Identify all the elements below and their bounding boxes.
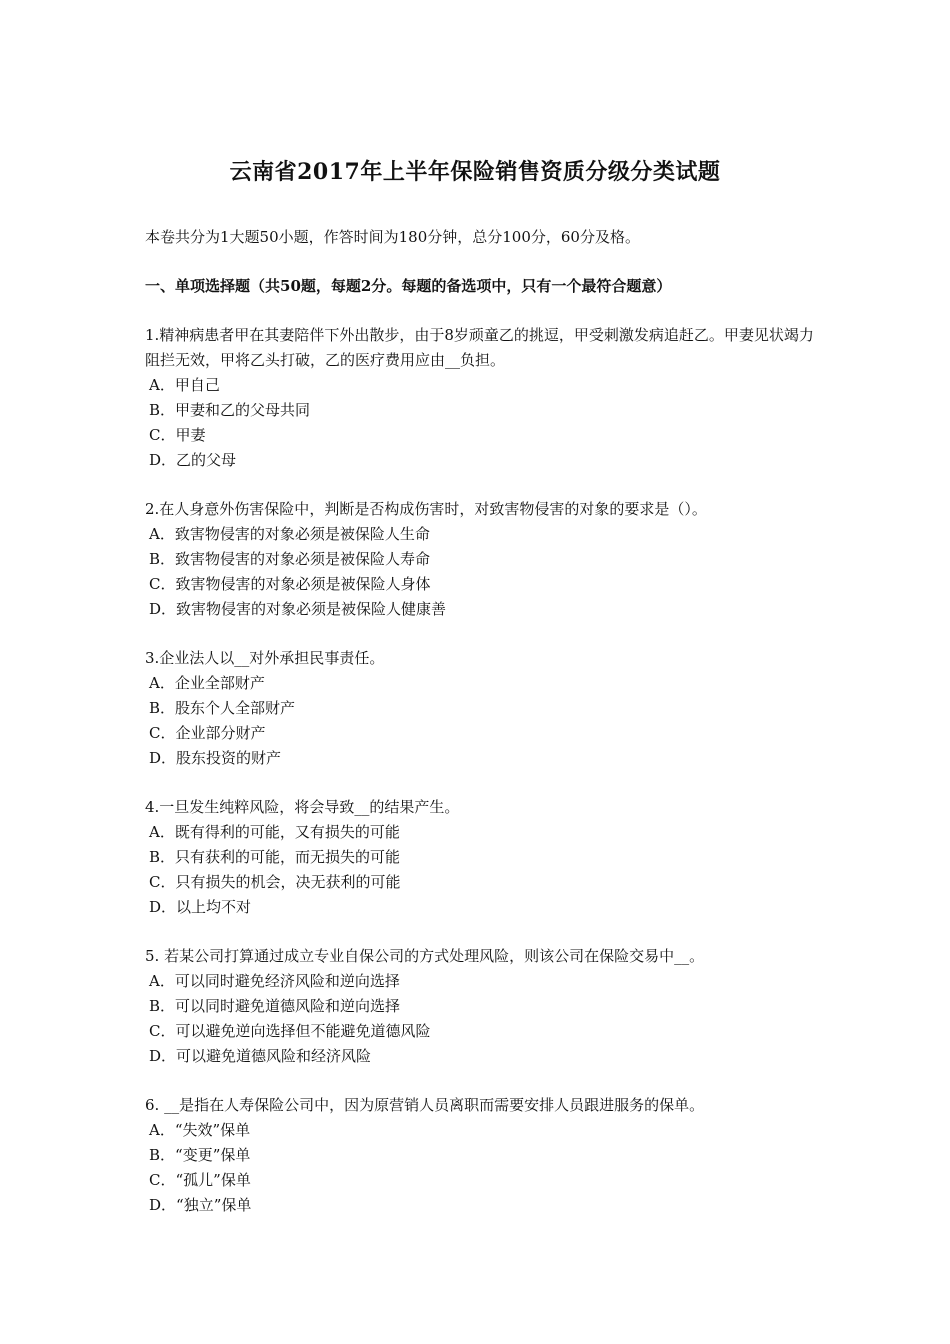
option-d: D．乙的父母 [149, 451, 237, 469]
option-c: C．甲妻 [149, 426, 206, 444]
option-a: A．既有得利的可能，又有损失的可能 [149, 823, 400, 841]
question-4 [145, 795, 825, 920]
question-5 [145, 944, 825, 1069]
option-b: B．甲妻和乙的父母共同 [149, 401, 311, 419]
option-c: C．致害物侵害的对象必须是被保险人身体 [149, 575, 431, 593]
option-a: A．致害物侵害的对象必须是被保险人生命 [149, 525, 430, 543]
option-a: A．可以同时避免经济风险和逆向选择 [149, 972, 400, 990]
section-heading: 一、单项选择题（共50题，每题2分。每题的备选项中，只有一个最符合题意） [145, 277, 672, 295]
option-b: B．只有获利的可能，而无损失的可能 [149, 848, 401, 866]
question-stem: 3.企业法人以__对外承担民事责任。 [145, 649, 385, 667]
option-b: B．股东个人全部财产 [149, 699, 296, 717]
question-stem: 4.一旦发生纯粹风险，将会导致__的结果产生。 [145, 798, 460, 816]
question-2 [145, 497, 825, 622]
option-d: D．可以避免道德风险和经济风险 [149, 1047, 372, 1065]
option-a: A．企业全部财产 [149, 674, 265, 692]
option-b: B．“变更”保单 [149, 1146, 251, 1164]
document-title: 云南省2017年上半年保险销售资质分级分类试题 [229, 159, 721, 185]
option-d: D．股东投资的财产 [149, 749, 282, 767]
option-a: A．甲自己 [149, 376, 220, 394]
option-b: B．致害物侵害的对象必须是被保险人寿命 [149, 550, 431, 568]
option-c: C．可以避免逆向选择但不能避免道德风险 [149, 1022, 431, 1040]
question-stem: 2.在人身意外伤害保险中，判断是否构成伤害时，对致害物侵害的对象的要求是（）。 [145, 500, 707, 518]
question-3 [145, 646, 825, 771]
option-c: C．“孤儿”保单 [149, 1171, 251, 1189]
question-6 [145, 1093, 825, 1218]
question-1 [145, 323, 825, 473]
question-stem: 5. 若某公司打算通过成立专业自保公司的方式处理风险，则该公司在保险交易中__。 [145, 947, 705, 965]
option-d: D．“独立”保单 [149, 1196, 252, 1214]
option-d: D．以上均不对 [149, 898, 252, 916]
option-a: A．“失效”保单 [149, 1121, 251, 1139]
question-list [145, 323, 825, 1242]
option-c: C．企业部分财产 [149, 724, 266, 742]
question-stem: 1.精神病患者甲在其妻陪伴下外出散步，由于8岁顽童乙的挑逗，甲受刺激发病追赶乙。甲妻见状竭力阻拦无效，甲将乙头打破，乙的医疗费用应由__负担。 [145, 326, 814, 369]
option-c: C．只有损失的机会，决无获利的可能 [149, 873, 401, 891]
exam-intro: 本卷共分为1大题50小题，作答时间为180分钟，总分100分，60分及格。 [145, 228, 640, 246]
option-b: B．可以同时避免道德风险和逆向选择 [149, 997, 401, 1015]
option-d: D．致害物侵害的对象必须是被保险人健康善 [149, 600, 447, 618]
question-stem: 6. __是指在人寿保险公司中，因为原营销人员离职而需要安排人员跟进服务的保单。 [145, 1096, 705, 1114]
